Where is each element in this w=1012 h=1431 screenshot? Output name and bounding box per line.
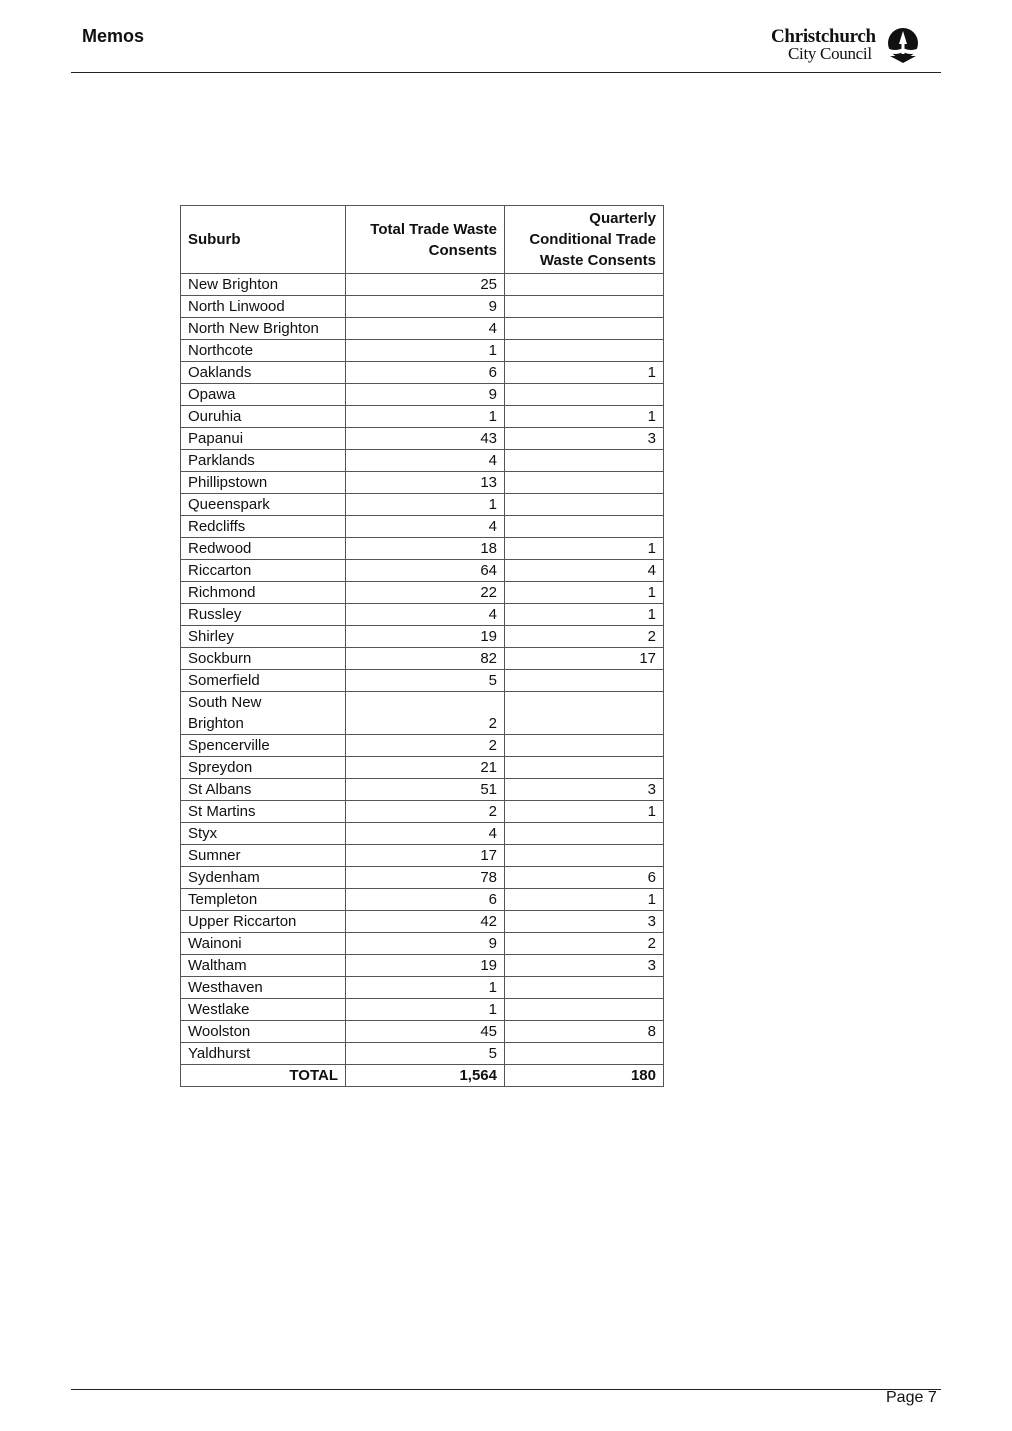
total-consents-value: 1,564 bbox=[346, 1065, 505, 1087]
suburb-cell: Spencerville bbox=[181, 735, 346, 757]
quarterly-consents-cell bbox=[505, 340, 664, 362]
quarterly-consents-cell: 2 bbox=[505, 626, 664, 648]
quarterly-consents-cell: 1 bbox=[505, 538, 664, 560]
quarterly-consents-cell: 2 bbox=[505, 933, 664, 955]
table-row bbox=[181, 560, 664, 582]
total-quarterly-value: 180 bbox=[505, 1065, 664, 1087]
table-body bbox=[181, 274, 664, 1065]
quarterly-consents-cell bbox=[505, 999, 664, 1021]
suburb-cell: Upper Riccarton bbox=[181, 911, 346, 933]
table-row bbox=[181, 933, 664, 955]
table-row bbox=[181, 494, 664, 516]
total-consents-cell: 5 bbox=[346, 1043, 505, 1065]
total-consents-cell: 5 bbox=[346, 670, 505, 692]
header-total-consents bbox=[346, 206, 505, 274]
quarterly-consents-cell: 17 bbox=[505, 648, 664, 670]
suburb-cell: Westhaven bbox=[181, 977, 346, 999]
total-consents-cell: 6 bbox=[346, 889, 505, 911]
suburb-cell: Richmond bbox=[181, 582, 346, 604]
table-row bbox=[181, 911, 664, 933]
total-consents-cell: 21 bbox=[346, 757, 505, 779]
suburb-cell: Westlake bbox=[181, 999, 346, 1021]
suburb-cell: Woolston bbox=[181, 1021, 346, 1043]
suburb-cell: Papanui bbox=[181, 428, 346, 450]
quarterly-consents-cell bbox=[505, 472, 664, 494]
table-row bbox=[181, 999, 664, 1021]
suburb-cell: Waltham bbox=[181, 955, 346, 977]
suburb-cell: Riccarton bbox=[181, 560, 346, 582]
quarterly-consents-cell bbox=[505, 823, 664, 845]
total-consents-cell: 9 bbox=[346, 296, 505, 318]
total-consents-cell: 2 bbox=[346, 735, 505, 757]
suburb-cell: St Albans bbox=[181, 779, 346, 801]
header-quarterly-line: Waste Consents bbox=[539, 252, 656, 269]
quarterly-consents-cell bbox=[505, 318, 664, 340]
table-row bbox=[181, 845, 664, 867]
table-row bbox=[181, 582, 664, 604]
suburb-cell: Ouruhia bbox=[181, 406, 346, 428]
suburb-cell: Yaldhurst bbox=[181, 1043, 346, 1065]
suburb-cell bbox=[181, 692, 346, 735]
total-consents-cell: 64 bbox=[346, 560, 505, 582]
total-consents-cell: 4 bbox=[346, 823, 505, 845]
total-consents-cell: 25 bbox=[346, 274, 505, 296]
table-row bbox=[181, 604, 664, 626]
suburb-cell: Spreydon bbox=[181, 757, 346, 779]
header-total-line: Consents bbox=[428, 241, 497, 259]
table-row bbox=[181, 472, 664, 494]
total-consents-cell: 1 bbox=[346, 999, 505, 1021]
table-row bbox=[181, 450, 664, 472]
suburb-cell: Styx bbox=[181, 823, 346, 845]
total-consents-cell: 13 bbox=[346, 472, 505, 494]
table-row bbox=[181, 779, 664, 801]
total-consents-cell: 4 bbox=[346, 604, 505, 626]
total-consents-cell: 1 bbox=[346, 494, 505, 516]
suburb-cell: Sockburn bbox=[181, 648, 346, 670]
table-row bbox=[181, 955, 664, 977]
table-row bbox=[181, 735, 664, 757]
quarterly-consents-cell: 1 bbox=[505, 604, 664, 626]
total-label: TOTAL bbox=[181, 1065, 346, 1087]
suburb-cell: North Linwood bbox=[181, 296, 346, 318]
total-consents-cell: 1 bbox=[346, 977, 505, 999]
quarterly-consents-cell: 1 bbox=[505, 889, 664, 911]
table-row bbox=[181, 977, 664, 999]
suburb-cell: Somerfield bbox=[181, 670, 346, 692]
header-quarterly-line: Conditional Trade bbox=[529, 231, 656, 248]
total-consents-cell: 4 bbox=[346, 450, 505, 472]
quarterly-consents-cell bbox=[505, 977, 664, 999]
suburb-cell: Queenspark bbox=[181, 494, 346, 516]
table-row bbox=[181, 889, 664, 911]
table-row bbox=[181, 274, 664, 296]
table-row bbox=[181, 801, 664, 823]
quarterly-consents-cell: 6 bbox=[505, 867, 664, 889]
total-consents-cell: 19 bbox=[346, 955, 505, 977]
table-row bbox=[181, 384, 664, 406]
table-row bbox=[181, 362, 664, 384]
total-consents-cell: 43 bbox=[346, 428, 505, 450]
suburb-cell: Wainoni bbox=[181, 933, 346, 955]
total-consents-cell: 22 bbox=[346, 582, 505, 604]
suburb-cell: Russley bbox=[181, 604, 346, 626]
table-row bbox=[181, 538, 664, 560]
total-consents-cell: 9 bbox=[346, 384, 505, 406]
table-row bbox=[181, 867, 664, 889]
logo-text-line2: City Council bbox=[788, 44, 872, 63]
quarterly-consents-cell bbox=[505, 274, 664, 296]
table-row bbox=[181, 1043, 664, 1065]
quarterly-consents-cell: 3 bbox=[505, 428, 664, 450]
quarterly-consents-cell bbox=[505, 735, 664, 757]
quarterly-consents-cell bbox=[505, 670, 664, 692]
quarterly-consents-cell: 1 bbox=[505, 801, 664, 823]
quarterly-consents-cell bbox=[505, 450, 664, 472]
total-consents-cell: 4 bbox=[346, 318, 505, 340]
total-consents-cell: 78 bbox=[346, 867, 505, 889]
suburb-cell: Opawa bbox=[181, 384, 346, 406]
suburb-cell: Shirley bbox=[181, 626, 346, 648]
quarterly-consents-cell: 3 bbox=[505, 779, 664, 801]
total-consents-cell: 9 bbox=[346, 933, 505, 955]
suburb-cell: Sumner bbox=[181, 845, 346, 867]
quarterly-consents-cell bbox=[505, 757, 664, 779]
total-consents-cell: 82 bbox=[346, 648, 505, 670]
cathedral-logo-icon bbox=[884, 26, 922, 64]
total-consents-cell: 18 bbox=[346, 538, 505, 560]
quarterly-consents-cell bbox=[505, 845, 664, 867]
suburb-cell-line: South New bbox=[188, 694, 262, 711]
quarterly-consents-cell: 1 bbox=[505, 582, 664, 604]
suburb-cell: Templeton bbox=[181, 889, 346, 911]
quarterly-consents-cell bbox=[505, 384, 664, 406]
total-consents-cell: 1 bbox=[346, 340, 505, 362]
suburb-cell-line: Brighton bbox=[188, 715, 244, 732]
quarterly-consents-cell bbox=[505, 692, 664, 735]
table-header-row bbox=[181, 206, 664, 274]
quarterly-consents-cell: 1 bbox=[505, 406, 664, 428]
total-consents-cell: 17 bbox=[346, 845, 505, 867]
table-row bbox=[181, 823, 664, 845]
header-total-line: Total Trade Waste bbox=[370, 220, 497, 238]
suburb-cell: St Martins bbox=[181, 801, 346, 823]
page-number: Page 7 bbox=[886, 1389, 937, 1406]
table-row bbox=[181, 296, 664, 318]
quarterly-consents-cell bbox=[505, 296, 664, 318]
total-consents-cell: 2 bbox=[346, 801, 505, 823]
quarterly-consents-cell: 1 bbox=[505, 362, 664, 384]
total-consents-cell: 6 bbox=[346, 362, 505, 384]
total-consents-cell: 1 bbox=[346, 406, 505, 428]
suburb-cell: Parklands bbox=[181, 450, 346, 472]
table-row bbox=[181, 1021, 664, 1043]
suburb-cell: Redwood bbox=[181, 538, 346, 560]
table-row bbox=[181, 692, 664, 735]
total-consents-cell: 45 bbox=[346, 1021, 505, 1043]
logo-text-line1: Christchurch bbox=[771, 26, 876, 47]
table-row bbox=[181, 757, 664, 779]
total-consents-cell: 4 bbox=[346, 516, 505, 538]
table-row bbox=[181, 670, 664, 692]
total-row bbox=[181, 1065, 664, 1087]
table-row bbox=[181, 340, 664, 362]
suburb-cell: Oaklands bbox=[181, 362, 346, 384]
total-consents-cell: 19 bbox=[346, 626, 505, 648]
table-row bbox=[181, 648, 664, 670]
header-rule bbox=[71, 72, 941, 73]
page-header-title: Memos bbox=[82, 26, 145, 46]
quarterly-consents-cell: 3 bbox=[505, 955, 664, 977]
header-quarterly-line: Quarterly bbox=[589, 210, 656, 227]
total-consents-cell: 2 bbox=[346, 692, 505, 735]
suburb-cell: Northcote bbox=[181, 340, 346, 362]
table-row bbox=[181, 406, 664, 428]
trade-waste-consents-table bbox=[180, 205, 664, 1087]
total-consents-cell: 42 bbox=[346, 911, 505, 933]
table-row bbox=[181, 428, 664, 450]
quarterly-consents-cell bbox=[505, 516, 664, 538]
header-suburb: Suburb bbox=[181, 206, 346, 274]
suburb-cell: Redcliffs bbox=[181, 516, 346, 538]
suburb-cell: North New Brighton bbox=[181, 318, 346, 340]
quarterly-consents-cell: 4 bbox=[505, 560, 664, 582]
suburb-cell: New Brighton bbox=[181, 274, 346, 296]
suburb-cell: Sydenham bbox=[181, 867, 346, 889]
quarterly-consents-cell: 3 bbox=[505, 911, 664, 933]
footer-rule bbox=[71, 1389, 941, 1390]
total-consents-cell: 51 bbox=[346, 779, 505, 801]
table-row bbox=[181, 318, 664, 340]
quarterly-consents-cell bbox=[505, 1043, 664, 1065]
quarterly-consents-cell bbox=[505, 494, 664, 516]
quarterly-consents-cell: 8 bbox=[505, 1021, 664, 1043]
table-row bbox=[181, 516, 664, 538]
suburb-cell: Phillipstown bbox=[181, 472, 346, 494]
christchurch-city-council-logo bbox=[766, 24, 926, 68]
table-row bbox=[181, 626, 664, 648]
header-quarterly-consents bbox=[505, 206, 664, 274]
